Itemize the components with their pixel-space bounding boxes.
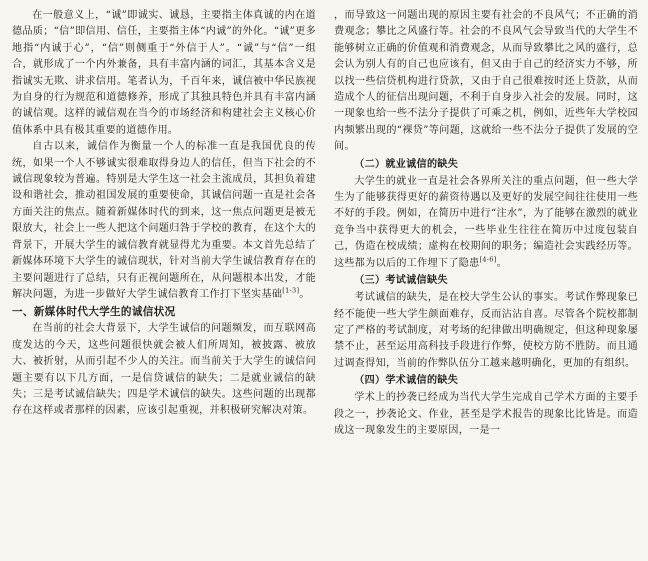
paragraph-employment <box>334 174 638 272</box>
paragraph-definition: 在一般意义上，“诚”即诚实、诚恳，主要指主体真诚的内在道德品质；“信”即信用、信任，主要指主体“内诚”的外化。“诚”更多地指“内诚于心”，“信”则侧重于“外信于人”。“诚”与“信”一组合，就形成了一个内外兼备，具有丰富内涵的词汇，其基本含义是指诚实无欺、讲求信用。笔者认为，千百年来，诚信被中华民族视为自身的行为规范和道德修养，形成了其独具特色并具有丰富内涵的诚信观。这样的诚信观在当今的市场经济和构建社会主义核心价值体系中具有极其重要的道德作用。 <box>12 10 316 136</box>
paragraph-status: 在当前的社会大背景下，大学生诚信的问题频发，而互联网高度发达的今天，这些问题很快就会被人们所周知，被披露、被放大、被折射，从而引起不少人的关注。而当前关于大学生的诚信问题主要有以下几方面，一是信贷诚信的缺失；二是就业诚信的缺失；三是考试诚信缺失；四是学术诚信的缺失。这些问题的出现都存在这样或者那样的因素，应该引起重视，并积极研究解决对策。 <box>12 323 316 417</box>
subheading-exam: （三）考试诚信缺失 <box>354 275 448 287</box>
right-column <box>334 8 638 561</box>
paragraph-introduction <box>12 139 316 303</box>
left-column <box>12 8 316 561</box>
sentence-end: 。 <box>299 288 310 300</box>
sentence-end: 。 <box>496 257 507 269</box>
paragraph-exam: 考试诚信的缺失，是在校大学生公认的事实。考试作弊现象已经不能使一些大学生颜面难存，反而沾沾自喜。尽管各个院校都制定了严格的考试制度，对考场的纪律做出明确规定，但这种现象屡禁不止，甚至运用高科技手段进行作弊，使校方防不胜防。而且通过调查得知，当前的作弊队伍分工越来越明确化，更加的有组织。 <box>334 292 638 369</box>
subheading-employment: （二）就业诚信的缺失 <box>354 158 459 170</box>
paragraph-credit-continued: ，而导致这一问题出现的原因主要有社会的不良风气；不正确的消费观念；攀比之风盛行等。社会的不良风气会导致当代的大学生不能够树立正确的价值观和消费观念，从而导致攀比之风的盛行，总会认为别人有的自己也应该有，但又由于自己的经济实力不够，所以找一些信贷机构进行贷款，又由于自己很难按时还上贷款，从而造成个人的征信出现问题，不利于自身步入社会的发展。同时，这一现象也给一些不法分子提供了可乘之机，例如，近些年大学校园内频繁出现的“裸贷”等问题，这就给一些不法分子提供了发展的空间。 <box>334 10 638 153</box>
citation-marker: [1-3] <box>282 286 300 295</box>
subheading-academic: （四）学术诚信的缺失 <box>354 375 459 387</box>
paragraph-introduction-text: 自古以来，诚信作为衡量一个人的标准一直是我国优良的传统，如果一个人不够诚实很难取得身边人的信任，但当下社会的不诚信现象较为普遍。特别是大学生这一社会主流成员，其担负着建设和谐社会，推动祖国发展的重要使命，其诚信问题一直是社会各方面关注的焦点。随着新媒体时代的到来，这一焦点问题更是被无限放大，社会上一些人把这个问题归咎于学校的教育，在这个大的背景下，开展大学生的诚信教育就显得尤为重要。本文首先总结了新媒体环境下大学生的诚信现状，针对当前大学生诚信教育存在的主要问题进行了总结，只有正视问题所在，从问题根本出发，才能解决问题，为进一步做好大学生诚信教育工作打下坚实基础 <box>12 141 316 300</box>
paragraph-academic: 学术上的抄袭已经成为当代大学生完成自己学术方面的主要手段之一，抄袭论文、作业，甚至是学术报告的现象比比皆是。而造成这一现象发生的主要原因，一是一 <box>334 392 638 436</box>
citation-marker: [4-6] <box>479 255 497 264</box>
paragraph-employment-text: 大学生的就业一直是社会各界所关注的重点问题，但一些大学生为了能够获得更好的薪资待遇以及更好的发展空间往往使用一些不好的手段。例如，在简历中进行“注水”，为了能够在激烈的就业竞争当中获得更大的机会，一些毕业生往往在简历中过度包装自己，伪造在校成绩；虚构在校期间的职务；编造社会实践经历等。这些都为以后的工作埋下了隐患 <box>334 175 638 269</box>
section-heading: 一、新媒体时代大学生的诚信状况 <box>12 306 176 319</box>
